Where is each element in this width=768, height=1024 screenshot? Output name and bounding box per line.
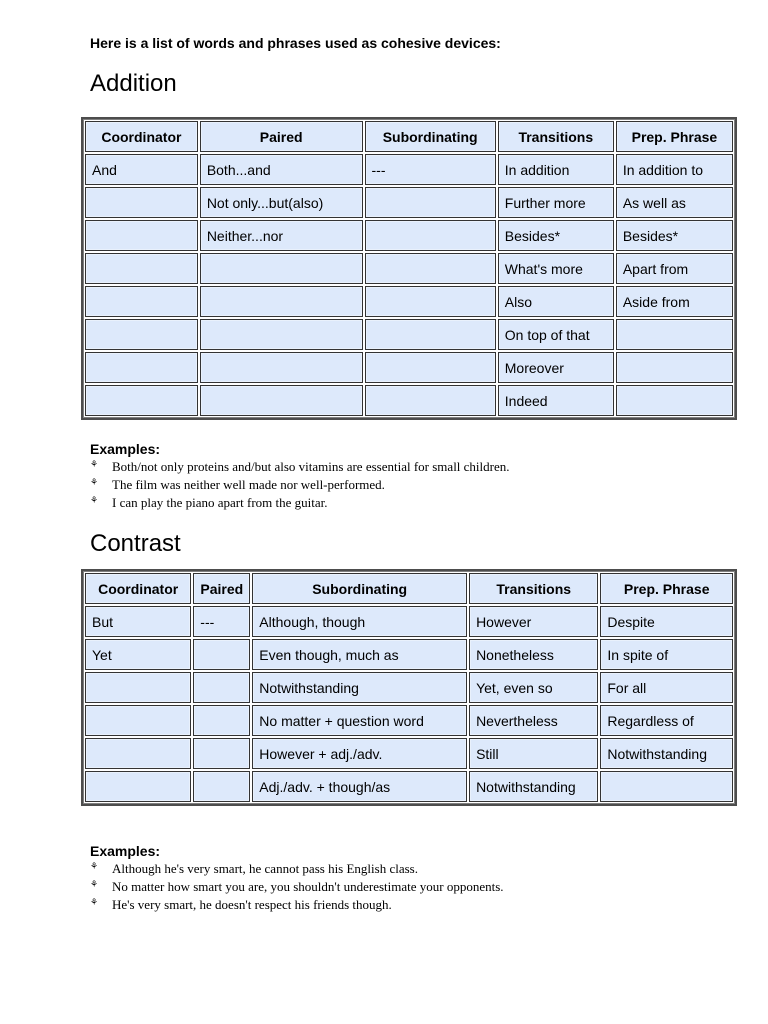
table-row xyxy=(85,220,733,251)
table-row xyxy=(85,352,733,383)
table-cell: Aside from xyxy=(616,286,733,317)
addition-column-header: Paired xyxy=(200,121,363,152)
table-cell xyxy=(85,738,191,769)
table-cell xyxy=(85,187,198,218)
table-cell xyxy=(365,187,496,218)
table-row xyxy=(85,639,733,670)
table-cell xyxy=(85,220,198,251)
contrast-examples-list xyxy=(90,860,504,914)
contrast-examples-label: Examples: xyxy=(90,843,161,859)
table-cell xyxy=(85,672,191,703)
addition-table xyxy=(81,117,737,420)
intro-text: Here is a list of words and phrases used as cohesive devices: xyxy=(90,35,501,51)
flower-bullet-icon: ⚘ xyxy=(90,879,99,889)
flower-bullet-icon: ⚘ xyxy=(90,477,99,487)
table-cell: Notwithstanding xyxy=(469,771,598,802)
table-cell: Yet xyxy=(85,639,191,670)
contrast-header-row xyxy=(85,573,733,604)
table-cell xyxy=(200,352,363,383)
table-cell xyxy=(365,220,496,251)
list-item xyxy=(90,896,504,914)
table-cell xyxy=(85,385,198,416)
table-row xyxy=(85,385,733,416)
table-cell: In addition xyxy=(498,154,614,185)
table-cell: Indeed xyxy=(498,385,614,416)
table-cell: Neither...nor xyxy=(200,220,363,251)
table-cell: Also xyxy=(498,286,614,317)
table-cell: Notwithstanding xyxy=(252,672,467,703)
table-cell: For all xyxy=(600,672,733,703)
table-cell xyxy=(85,771,191,802)
table-cell: However xyxy=(469,606,598,637)
table-cell xyxy=(85,319,198,350)
table-cell: Further more xyxy=(498,187,614,218)
table-row xyxy=(85,672,733,703)
example-text: Both/not only proteins and/but also vitamins are essential for small children. xyxy=(112,459,510,474)
addition-header-row xyxy=(85,121,733,152)
example-text: He's very smart, he doesn't respect his friends though. xyxy=(112,897,392,912)
table-row xyxy=(85,771,733,802)
list-item xyxy=(90,878,504,896)
flower-bullet-icon: ⚘ xyxy=(90,897,99,907)
addition-examples-list xyxy=(90,458,510,512)
example-text: No matter how smart you are, you shouldn't underestimate your opponents. xyxy=(112,879,504,894)
table-row xyxy=(85,253,733,284)
table-cell xyxy=(200,385,363,416)
table-row xyxy=(85,154,733,185)
table-cell xyxy=(85,352,198,383)
table-cell xyxy=(200,286,363,317)
addition-column-header: Coordinator xyxy=(85,121,198,152)
table-cell xyxy=(200,253,363,284)
table-cell: And xyxy=(85,154,198,185)
table-cell: Besides* xyxy=(498,220,614,251)
table-cell xyxy=(365,286,496,317)
contrast-column-header: Prep. Phrase xyxy=(600,573,733,604)
table-cell: Moreover xyxy=(498,352,614,383)
contrast-table xyxy=(81,569,737,806)
flower-bullet-icon: ⚘ xyxy=(90,495,99,505)
table-cell: No matter + question word xyxy=(252,705,467,736)
table-cell xyxy=(193,771,250,802)
table-cell: However + adj./adv. xyxy=(252,738,467,769)
example-text: I can play the piano apart from the guitar. xyxy=(112,495,328,510)
table-cell: Regardless of xyxy=(600,705,733,736)
table-row xyxy=(85,286,733,317)
table-cell xyxy=(193,672,250,703)
table-cell: Even though, much as xyxy=(252,639,467,670)
table-cell: Notwithstanding xyxy=(600,738,733,769)
table-cell: Nonetheless xyxy=(469,639,598,670)
contrast-column-header: Coordinator xyxy=(85,573,191,604)
table-cell: But xyxy=(85,606,191,637)
table-cell: As well as xyxy=(616,187,733,218)
table-cell: Yet, even so xyxy=(469,672,598,703)
table-cell: Still xyxy=(469,738,598,769)
table-cell: In spite of xyxy=(600,639,733,670)
table-cell xyxy=(616,352,733,383)
list-item xyxy=(90,458,510,476)
table-cell xyxy=(365,385,496,416)
table-row xyxy=(85,705,733,736)
list-item xyxy=(90,860,504,878)
table-cell: In addition to xyxy=(616,154,733,185)
table-cell: Besides* xyxy=(616,220,733,251)
table-row xyxy=(85,187,733,218)
table-cell xyxy=(85,705,191,736)
table-cell xyxy=(193,639,250,670)
table-cell: Although, though xyxy=(252,606,467,637)
table-row xyxy=(85,319,733,350)
table-cell xyxy=(85,253,198,284)
contrast-column-header: Subordinating xyxy=(252,573,467,604)
table-cell: What's more xyxy=(498,253,614,284)
table-cell: Not only...but(also) xyxy=(200,187,363,218)
flower-bullet-icon: ⚘ xyxy=(90,459,99,469)
table-cell xyxy=(365,253,496,284)
addition-column-header: Transitions xyxy=(498,121,614,152)
addition-column-header: Subordinating xyxy=(365,121,496,152)
table-cell: --- xyxy=(365,154,496,185)
addition-examples-label: Examples: xyxy=(90,441,161,457)
list-item xyxy=(90,494,510,512)
table-row xyxy=(85,738,733,769)
table-cell xyxy=(193,738,250,769)
table-cell xyxy=(365,352,496,383)
table-cell xyxy=(85,286,198,317)
flower-bullet-icon: ⚘ xyxy=(90,861,99,871)
addition-heading: Addition xyxy=(90,70,177,97)
table-cell: Nevertheless xyxy=(469,705,598,736)
table-cell xyxy=(365,319,496,350)
table-cell: Despite xyxy=(600,606,733,637)
table-cell: --- xyxy=(193,606,250,637)
table-cell xyxy=(600,771,733,802)
table-cell xyxy=(616,385,733,416)
table-row xyxy=(85,606,733,637)
table-cell: Adj./adv. + though/as xyxy=(252,771,467,802)
example-text: The film was neither well made nor well-performed. xyxy=(112,477,385,492)
table-cell: Apart from xyxy=(616,253,733,284)
table-cell xyxy=(616,319,733,350)
contrast-column-header: Transitions xyxy=(469,573,598,604)
list-item xyxy=(90,476,510,494)
table-cell: On top of that xyxy=(498,319,614,350)
table-cell: Both...and xyxy=(200,154,363,185)
example-text: Although he's very smart, he cannot pass his English class. xyxy=(112,861,418,876)
table-cell xyxy=(193,705,250,736)
addition-column-header: Prep. Phrase xyxy=(616,121,733,152)
contrast-column-header: Paired xyxy=(193,573,250,604)
contrast-heading: Contrast xyxy=(90,530,181,557)
table-cell xyxy=(200,319,363,350)
